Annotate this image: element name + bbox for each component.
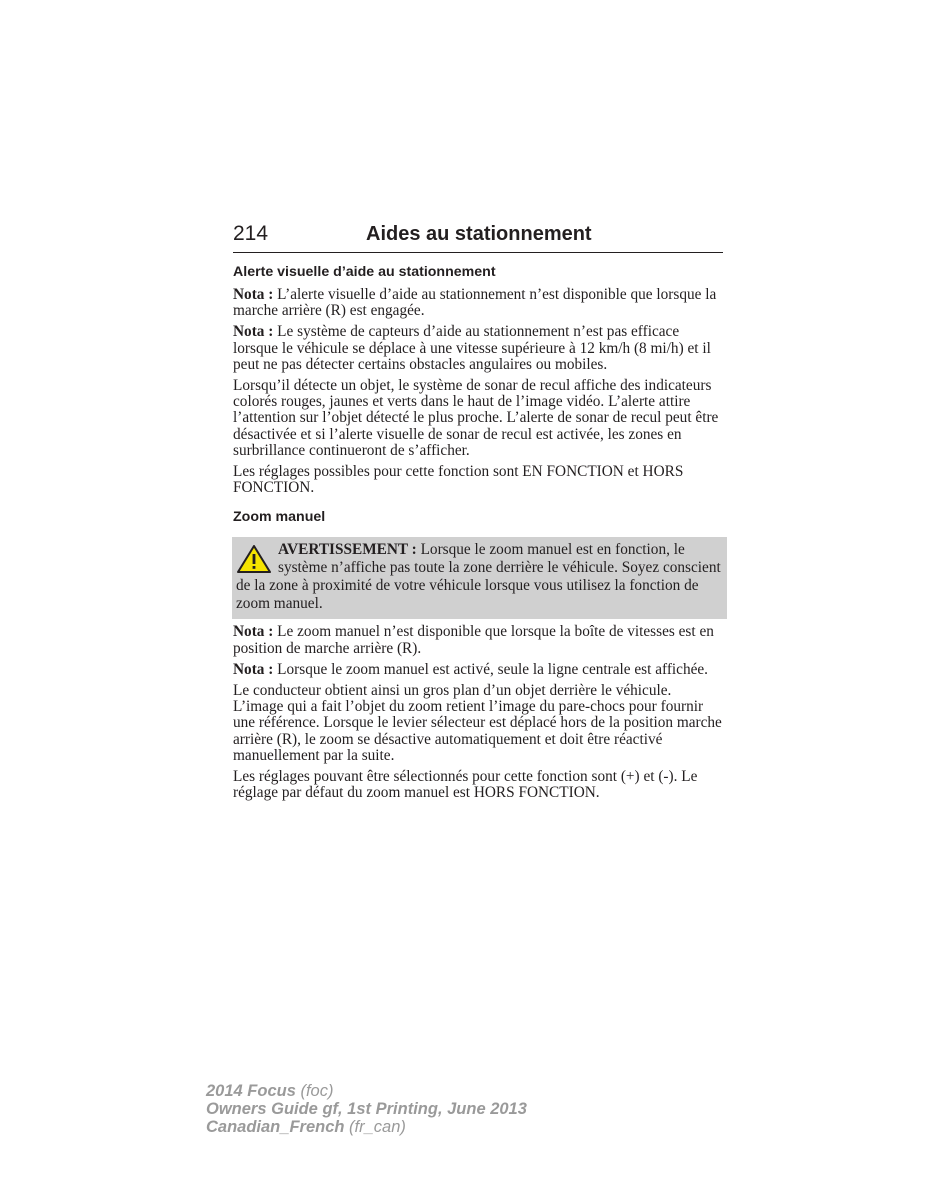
section-heading-manual-zoom: Zoom manuel <box>233 509 326 526</box>
footer-line <box>206 1118 527 1136</box>
nota-label: Nota : <box>233 623 274 641</box>
body-paragraph: Lorsqu’il détecte un objet, le système de sonar de recul affiche des indicateurs colorés rouges, jaunes et verts dans le haut de l’image vidéo. L’alerte attire l’attention sur l’objet détecté le plus proche. L’alerte de sonar de recul peut être désactivée et si l’alerte visuelle de sonar de recul est activée, les zones en surbrillance continueront de s’afficher. <box>233 377 719 459</box>
body-paragraph: Le conducteur obtient ainsi un gros plan d’un objet derrière le véhicule. L’image qui a fait l’objet du zoom retient l’image du pare-chocs pour fournir une référence. Lorsque le levier sélecteur est déplacé hors de la position marche arrière (R), le zoom se désactive automatiquement et doit être réactivé manuellement par la suite. <box>233 682 722 764</box>
note-paragraph <box>233 324 723 373</box>
warning-body: Lorsque le zoom manuel est en fonction, le système n’affiche pas toute la zone derrière le véhicule. Soyez conscient de la zone à proximité de votre véhicule lorsque vous utilisez la fonction de zoom manuel. <box>236 541 721 613</box>
footer-printing: Owners Guide gf, 1st Printing, June 2013 <box>206 1100 527 1118</box>
print-footer <box>206 1082 527 1136</box>
warning-text <box>236 541 721 613</box>
body-paragraph: Les réglages possibles pour cette fonction sont EN FONCTION et HORS FONCTION. <box>233 463 684 497</box>
page-number: 214 <box>233 222 269 245</box>
footer-line <box>206 1082 527 1100</box>
note-text: Lorsque le zoom manuel est activé, seule la ligne centrale est affichée. <box>273 660 708 678</box>
footer-language-code: (fr_can) <box>344 1118 406 1136</box>
warning-box <box>232 537 727 619</box>
note-paragraph <box>233 287 723 319</box>
note-text: Le zoom manuel n’est disponible que lorsque la boîte de vitesses est en position de marche arrière (R). <box>233 623 714 657</box>
body-paragraph: Les réglages pouvant être sélectionnés pour cette fonction sont (+) et (-). Le réglage par défaut du zoom manuel est HORS FONCTION. <box>233 768 698 802</box>
note-paragraph <box>233 662 723 678</box>
manual-page <box>233 222 723 801</box>
note-text: L’alerte visuelle d’aide au stationnement n’est disponible que lorsque la marche arrière (R) est engagée. <box>233 286 717 320</box>
footer-language: Canadian_French <box>206 1118 345 1136</box>
footer-line <box>206 1100 527 1118</box>
note-paragraph <box>233 624 723 656</box>
nota-label: Nota : <box>233 323 274 341</box>
warning-label: AVERTISSEMENT : <box>278 541 417 559</box>
nota-label: Nota : <box>233 660 274 678</box>
nota-label: Nota : <box>233 286 274 303</box>
section-heading-visual-alert: Alerte visuelle d’aide au stationnement <box>233 264 496 280</box>
warning-triangle-icon <box>236 544 272 574</box>
page-header <box>233 222 723 253</box>
footer-model-code: (foc) <box>295 1082 334 1100</box>
page-title: Aides au stationnement <box>366 223 592 245</box>
footer-model: 2014 Focus <box>206 1082 296 1100</box>
note-text: Le système de capteurs d’aide au stationnement n’est pas efficace lorsque le véhicule se déplace à une vitesse supérieure à 12 km/h (8 mi/h) et il peut ne pas détecter certains obstacles angulaires ou mobiles. <box>233 323 711 373</box>
